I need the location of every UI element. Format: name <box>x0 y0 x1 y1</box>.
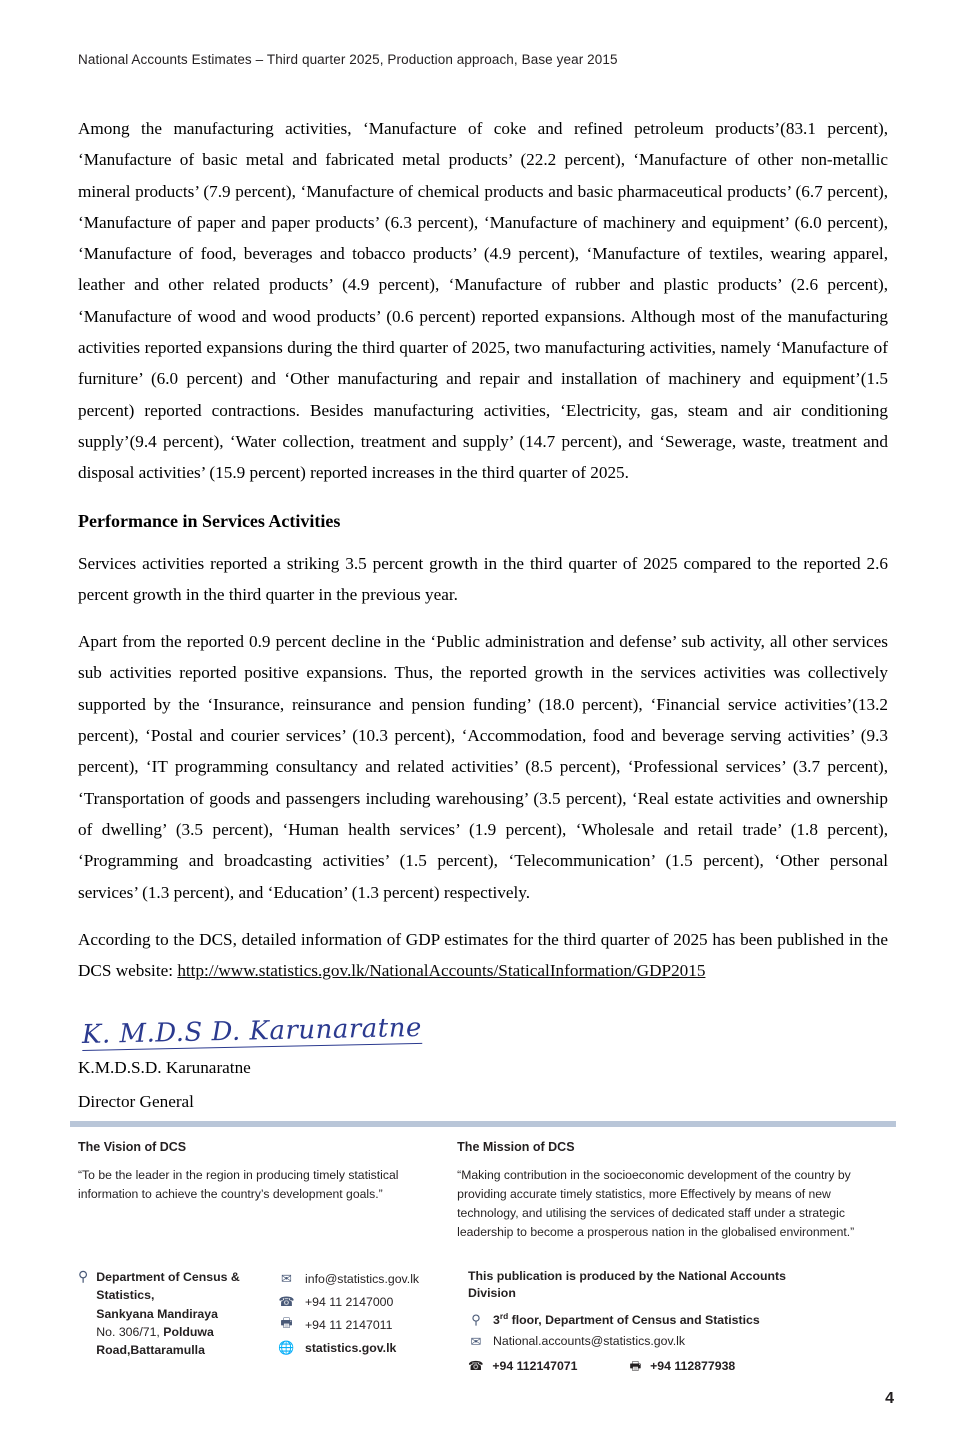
paragraph-services-detail: Apart from the reported 0.9 percent decline in the ‘Public administration and defense’ sub activity, all other services sub activities reported positive expansions. Thus, the reported growth in the services activities was collectively supported by the ‘Insurance, reinsurance and pension funding’ (18.0 percent), ‘Financial service activities’(13.2 percent), ‘Postal and courier services’ (10.3 percent), ‘Accommodation, food and beverage serving activities’ (9.3 percent), ‘IT programming consultancy and related activities’ (8.5 percent), ‘Professional services’ (3.7 percent), ‘Transportation of goods and passengers including warehousing’ (3.5 percent), ‘Real estate activities and ownership of dwelling’ (3.5 percent), ‘Human health services’ (1.9 percent), ‘Wholesale and retail trade’ (1.8 percent), ‘Programming and broadcasting activities’ (1.5 percent), ‘Telecommunication’ (1.5 percent), ‘Other personal services’ (1.3 percent), and ‘Education’ (1.3 percent) respectively. <box>78 632 888 902</box>
signature-title: Director General <box>78 1092 194 1112</box>
contact-row <box>78 1268 894 1380</box>
fax-icon: 🖶 <box>629 1359 642 1374</box>
contact-fax-row <box>278 1314 468 1337</box>
paragraph-website <box>78 924 888 987</box>
fax-icon: 🖶 <box>280 1315 293 1331</box>
publication-phone-2: +94 112877938 <box>650 1359 736 1374</box>
contact-website-row <box>278 1337 468 1360</box>
vision-block <box>78 1140 431 1242</box>
vision-title: The Vision of DCS <box>78 1140 187 1154</box>
paragraph-manufacturing: Among the manufacturing activities, ‘Manufacture of coke and refined petroleum products’(83.1 percent), ‘Manufacture of basic metal and fabricated metal products’ (22.2 percent), ‘Manufacture of other non-metallic mineral products’ (7.9 percent), ‘Manufacture of chemical products and basic pharmaceutical products’ (6.7 percent), ‘Manufacture of paper and paper products’ (6.3 percent), ‘Manufacture of machinery and equipment’ (6.0 percent), ‘Manufacture of food, beverages and tobacco products’ (4.9 percent), ‘Manufacture of textiles, wearing apparel, leather and other related products’ (4.9 percent), ‘Manufacture of rubber and plastic products’ (2.6 percent), ‘Manufacture of wood and wood products’ (0.6 percent) reported expansions. Although most of the manufacturing activities reported expansions during the third quarter of 2025, two manufacturing activities, namely ‘Manufacture of furniture’ (6.0 percent) and ‘Other manufacturing and repair and installation of machinery and equipment’(1.5 percent) reported contractions. Besides manufacturing activities, ‘Electricity, gas, steam and air conditioning supply’(9.4 percent), ‘Water collection, treatment and supply’ (14.7 percent), and ‘Sewerage, waste, treatment and disposal activities’ (15.9 percent) reported increases in the third quarter of 2025. <box>78 119 888 483</box>
location-pin-icon: ⚲ <box>78 1267 89 1284</box>
signature-name: K.M.D.S.D. Karunaratne <box>78 1058 251 1078</box>
contact-list <box>278 1268 468 1380</box>
signature-image: K. M.D.S D. Karunaratne <box>81 1013 423 1051</box>
dcs-website-link[interactable]: http://www.statistics.gov.lk/NationalAccounts/StaticalInformation/GDP2015 <box>177 961 706 981</box>
publication-email-row <box>468 1331 894 1353</box>
address-line-1: Department of Census & Statistics, <box>96 1269 240 1303</box>
publication-title-line2: Division <box>468 1286 516 1301</box>
mission-text: “Making contribution in the socioeconomic development of the country by providing accurate timely statistics, more Effectively by means of new technology, and utilising the services of dedicated staff under a strategic leadership to become a prosperous nation in the globalised environment.” <box>457 1168 855 1239</box>
page-number: 4 <box>885 1390 894 1407</box>
contact-email-value[interactable]: info@statistics.gov.lk <box>305 1272 420 1287</box>
publication-title-line1: This publication is produced by the National Accounts <box>468 1268 786 1283</box>
envelope-icon: ✉ <box>281 1271 292 1287</box>
contact-phone-value: +94 11 2147000 <box>305 1295 394 1310</box>
paragraph-services-growth: Services activities reported a striking 3.5 percent growth in the third quarter of 2025 compared to the reported 2.6 percent growth in the third quarter in the previous year. <box>78 553 888 604</box>
contact-phone-row <box>278 1291 468 1314</box>
publication-phone-1: +94 112147071 <box>492 1359 578 1374</box>
globe-icon: 🌐 <box>278 1340 295 1356</box>
contact-fax-value: +94 11 2147011 <box>305 1318 393 1333</box>
address-line-3a: No. 306/71, <box>96 1324 164 1339</box>
telephone-icon: ☎ <box>468 1359 484 1374</box>
page-header: National Accounts Estimates – Third quarter 2025, Production approach, Base year 2015 <box>78 52 618 67</box>
publication-address-row <box>468 1309 894 1331</box>
page-footer <box>78 1140 894 1379</box>
publication-phone-row <box>468 1355 894 1379</box>
publication-address-rest: floor, Department of Census and Statistics <box>508 1313 760 1328</box>
envelope-icon: ✉ <box>470 1333 482 1349</box>
publication-floor-number: 3 <box>493 1313 500 1328</box>
address-line-3b: Polduwa <box>163 1324 214 1339</box>
footer-divider <box>70 1121 896 1127</box>
contact-email-row <box>278 1268 468 1291</box>
contact-website-value[interactable]: statistics.gov.lk <box>305 1341 397 1356</box>
vision-mission-row <box>78 1140 894 1242</box>
address-line-4: Road,Battaramulla <box>96 1343 205 1358</box>
publication-email-value[interactable]: National.accounts@statistics.gov.lk <box>493 1334 686 1349</box>
mission-title: The Mission of DCS <box>457 1140 575 1154</box>
address-block <box>78 1268 278 1380</box>
telephone-icon: ☎ <box>278 1294 295 1310</box>
address-line-2: Sankyana Mandiraya <box>96 1306 218 1321</box>
vision-text: “To be the leader in the region in producing timely statistical information to achieve the country’s development goals.” <box>78 1168 399 1201</box>
mission-block <box>457 1140 894 1242</box>
publication-floor-suffix: rd <box>499 1311 509 1322</box>
section-heading-services: Performance in Services Activities <box>78 510 341 531</box>
publication-block <box>468 1268 894 1380</box>
website-paragraph-text: According to the DCS, detailed information of GDP estimates for the third quarter of 2025 has been published in the DCS website: <box>78 929 888 981</box>
location-pin-icon: ⚲ <box>471 1311 481 1327</box>
